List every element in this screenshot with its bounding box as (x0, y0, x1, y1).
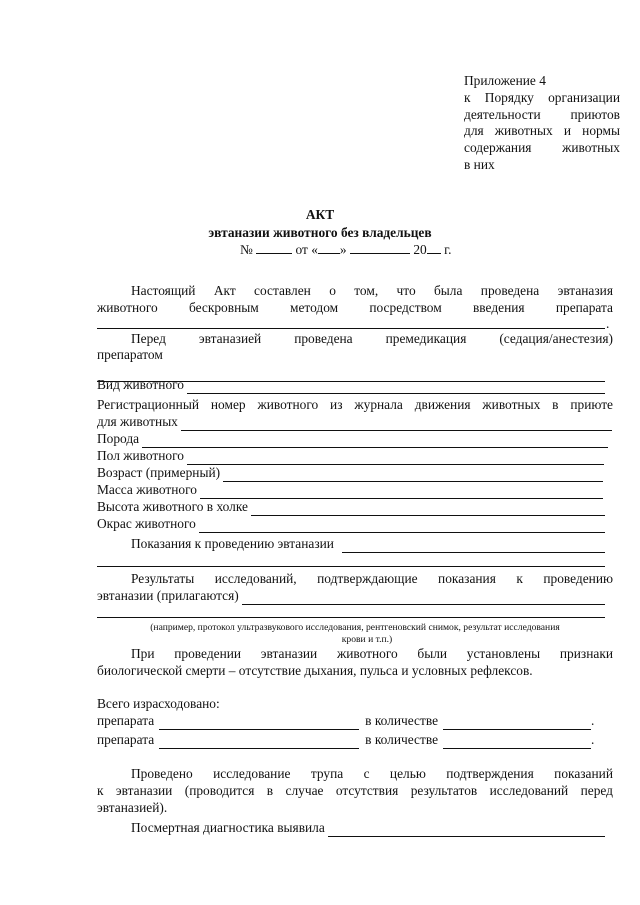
results-note-1: (например, протокол ультразвукового исследования, рентгеновский снимок, результат исследования (150, 622, 560, 633)
breed-label: Порода (97, 431, 140, 446)
death-line-1: При проведении эвтаназии животного были установлены признаки (131, 646, 613, 661)
drug-name-blank[interactable] (159, 737, 359, 749)
results-blank[interactable] (242, 593, 605, 605)
results-line-1: Результаты исследований, подтверждающие показания к проведению (131, 571, 613, 586)
necropsy-blank[interactable] (328, 825, 605, 837)
date-year-suffix: г. (444, 242, 452, 257)
color-blank[interactable] (199, 521, 605, 533)
necropsy-field[interactable] (131, 820, 605, 837)
qty-blank[interactable] (443, 737, 591, 749)
breed-blank[interactable] (142, 436, 608, 448)
indications-blank[interactable] (342, 541, 605, 553)
date-month-blank[interactable] (350, 242, 410, 254)
intro-line-1: Настоящий Акт составлен о том, что была проведена эвтаназия (131, 283, 613, 298)
results-blank-2[interactable] (97, 617, 605, 618)
results-field[interactable] (97, 588, 605, 605)
annex-line: содержания животных (464, 140, 620, 156)
height-field[interactable] (97, 499, 605, 516)
qty-blank[interactable] (443, 718, 591, 730)
age-field[interactable] (97, 465, 603, 482)
weight-field[interactable] (97, 482, 603, 499)
act-number-line (240, 242, 451, 259)
age-blank[interactable] (223, 470, 603, 482)
age-label: Возраст (примерный) (97, 465, 221, 480)
results-note-2: крови и т.п.) (341, 634, 393, 645)
reg-number-line-1: Регистрационный номер животного из журнала движения животных в приюте (97, 397, 613, 412)
sex-blank[interactable] (187, 453, 604, 465)
results-label: эвтаназии (прилагаются) (97, 588, 239, 603)
date-from: от « (295, 242, 318, 257)
indications-label: Показания к проведению эвтаназии (131, 536, 334, 551)
annex-line: в них (464, 156, 495, 172)
row-end: . (591, 713, 595, 728)
indications-field[interactable] (131, 536, 605, 553)
sex-field[interactable] (97, 448, 604, 465)
drug-label: препарата (97, 732, 155, 747)
reg-number-blank[interactable] (181, 419, 612, 431)
necropsy-line-2: к эвтаназии (проводится в случае отсутствия результатов исследований перед (97, 783, 613, 798)
annex-line: к Порядку организации (464, 89, 620, 105)
indications-blank-2[interactable] (97, 566, 605, 567)
color-field[interactable] (97, 516, 605, 533)
reg-number-label: для животных (97, 414, 178, 429)
reg-number-field[interactable] (97, 414, 612, 431)
weight-blank[interactable] (200, 487, 603, 499)
date-close-quote: » (339, 242, 347, 257)
intro-period: . (606, 316, 610, 331)
drug-label: препарата (97, 713, 155, 728)
necropsy-label: Посмертная диагностика выявила (131, 820, 325, 835)
death-line-2: биологической смерти – отсутствие дыхания, пульса и условных рефлексов. (97, 663, 533, 678)
intro-line-2: животного бескровным методом посредством введения препарата (97, 300, 613, 315)
annex-line: Приложение 4 (464, 73, 546, 88)
annex-block (464, 73, 620, 174)
act-number-blank[interactable] (256, 242, 292, 254)
drug-blank[interactable] (97, 328, 605, 329)
date-day-blank[interactable] (318, 242, 340, 254)
date-year-prefix: 20 (413, 242, 427, 257)
consumed-heading: Всего израсходовано: (97, 696, 220, 711)
number-sign: № (240, 242, 253, 257)
breed-field[interactable] (97, 431, 608, 448)
weight-label: Масса животного (97, 482, 197, 497)
necropsy-line-1: Проведено исследование трупа с целью подтверждения показаний (131, 766, 613, 781)
date-year-blank[interactable] (427, 242, 441, 254)
qty-label: в количестве (365, 713, 439, 728)
qty-label: в количестве (365, 732, 439, 747)
act-subtitle: эвтаназии животного без владельцев (208, 225, 432, 240)
species-field[interactable] (97, 377, 605, 394)
height-label: Высота животного в холке (97, 499, 248, 514)
drug-name-blank[interactable] (159, 718, 359, 730)
consumed-row-1[interactable] (97, 713, 612, 730)
color-label: Окрас животного (97, 516, 196, 531)
row-end: . (591, 732, 595, 747)
premed-line-1: Перед эвтаназией проведена премедикация (седация/анестезия) (131, 331, 613, 346)
height-blank[interactable] (251, 504, 605, 516)
annex-line: для животных и нормы (464, 123, 620, 139)
species-blank[interactable] (187, 382, 605, 394)
premed-line-2: препаратом (97, 347, 163, 362)
annex-line: деятельности приютов (464, 106, 620, 122)
act-title: АКТ (305, 207, 335, 222)
consumed-row-2[interactable] (97, 732, 612, 749)
species-label: Вид животного (97, 377, 184, 392)
necropsy-line-3: эвтаназией). (97, 800, 168, 815)
sex-label: Пол животного (97, 448, 184, 463)
